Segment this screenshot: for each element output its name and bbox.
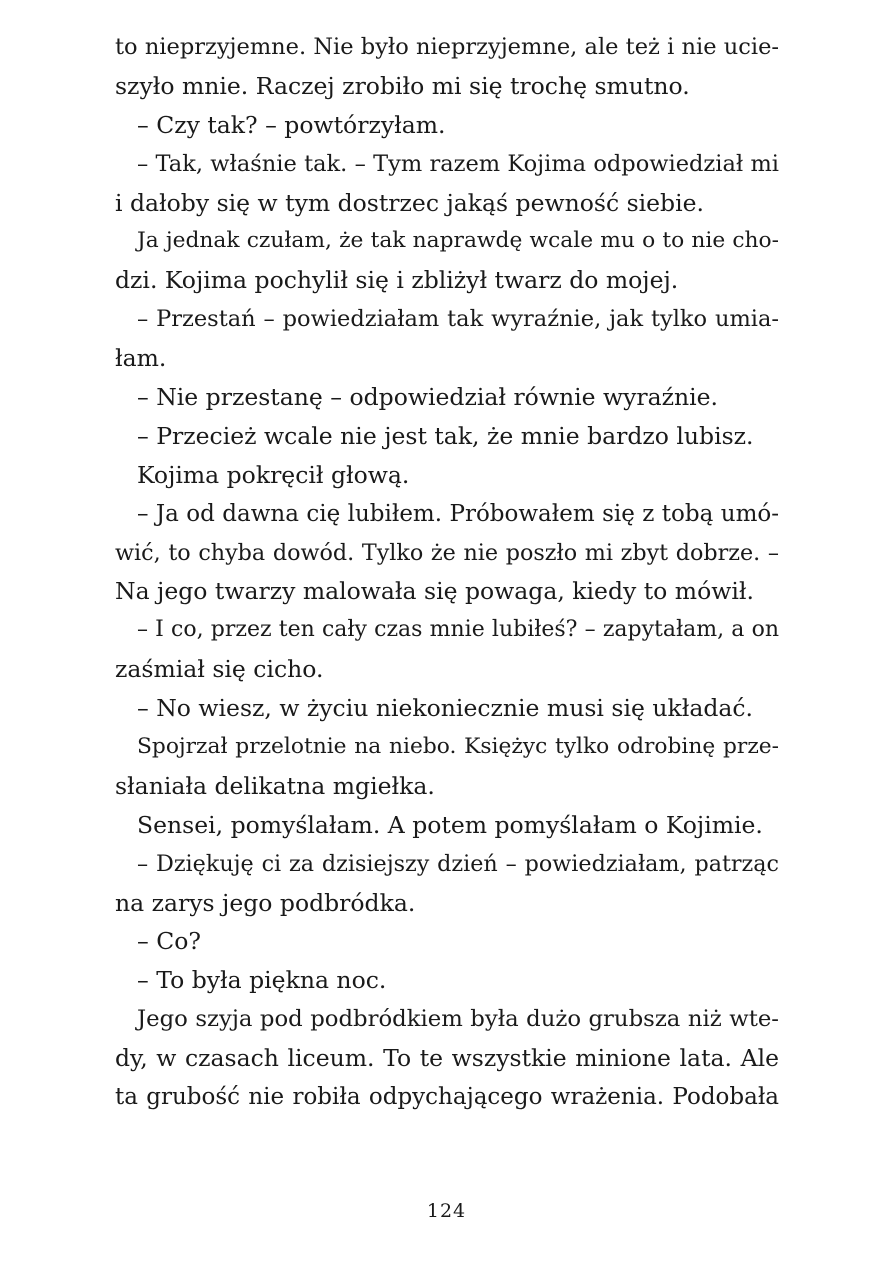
text-line: – Dziękuję ci za dzisiejszy dzień – powiedziałam, patrząc [137, 850, 779, 877]
text-line: dzi. Kojima pochylił się i zbliżył twarz do mojej. [115, 266, 679, 295]
text-line: Sensei, pomyślałam. A potem pomyślałam o Kojimie. [137, 810, 763, 839]
text-line: i dałoby się w tym dostrzec jakąś pewność siebie. [115, 188, 704, 217]
text-line: Kojima pokręcił głową. [137, 460, 410, 489]
text-line: – Przecież wcale nie jest tak, że mnie bardzo lubisz. [137, 421, 754, 450]
text-line: – Nie przestanę – odpowiedział równie wyraźnie. [137, 383, 719, 412]
text-line: – To była piękna noc. [137, 966, 387, 995]
text-line: Spojrzał przelotnie na niebo. Księżyc tylko odrobinę prze- [137, 734, 779, 760]
text-line: – Ja od dawna cię lubiłem. Próbowałem się z tobą umó- [137, 500, 779, 527]
body-text [115, 28, 779, 1117]
text-line: wić, to chyba dowód. Tylko że nie poszło mi zbyt dobrze. – [115, 539, 779, 566]
page-number: 124 [426, 1200, 467, 1222]
text-line: Na jego twarzy malowała się powaga, kiedy to mówił. [115, 577, 754, 606]
text-line: to nieprzyjemne. Nie było nieprzyjemne, ale też i nie ucie- [115, 34, 779, 60]
text-line: – Co? [137, 927, 201, 956]
text-line: Ja jednak czułam, że tak naprawdę wcale mu o to nie cho- [137, 228, 779, 254]
text-line: dy, w czasach liceum. To te wszystkie minione lata. Ale [115, 1044, 779, 1073]
text-line: łam. [115, 344, 167, 373]
text-line: słaniała delikatna mgiełka. [115, 771, 435, 800]
text-line: – Tak, właśnie tak. – Tym razem Kojima odpowiedział mi [137, 150, 779, 177]
text-line: – Przestań – powiedziałam tak wyraźnie, jak tylko umia- [137, 306, 779, 333]
text-line: zaśmiał się cicho. [115, 655, 324, 684]
text-line: – I co, przez ten cały czas mnie lubiłeś? – zapytałam, a on [137, 617, 779, 643]
text-line: – Czy tak? – powtórzyłam. [137, 110, 446, 139]
text-line: na zarys jego podbródka. [115, 888, 416, 917]
text-line: Jego szyja pod podbródkiem była dużo grubsza niż wte- [137, 1006, 779, 1033]
text-line: – No wiesz, w życiu niekoniecznie musi się układać. [137, 694, 754, 723]
text-line: ta grubość nie robiła odpychającego wrażenia. Podobała [115, 1084, 779, 1111]
text-line: szyło mnie. Raczej zrobiło mi się trochę smutno. [115, 71, 690, 100]
